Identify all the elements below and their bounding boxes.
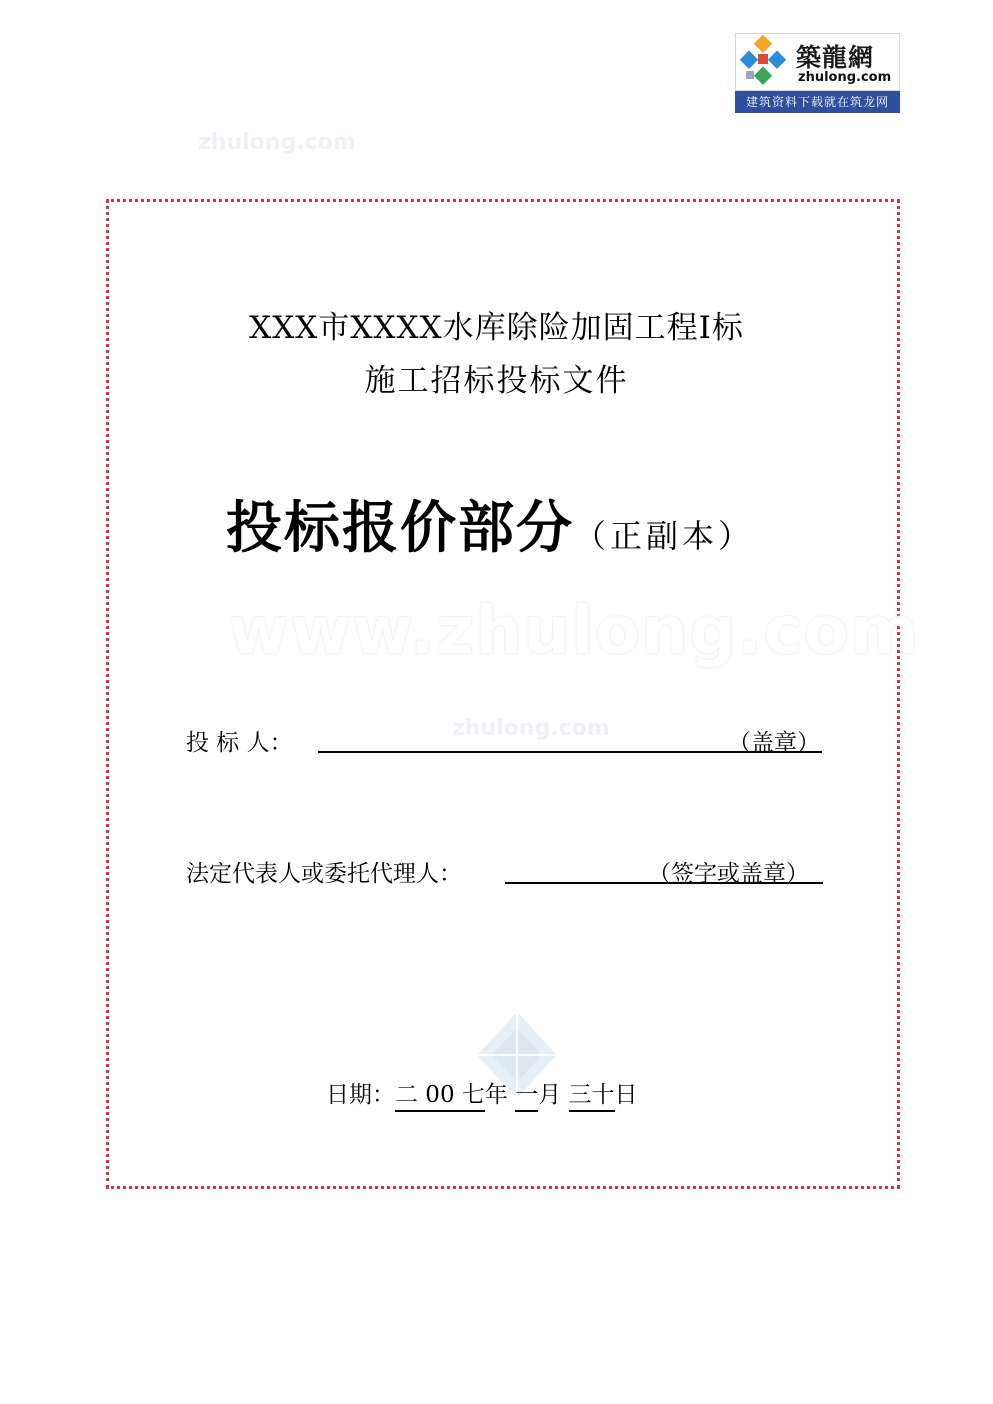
date-day-unit: 日 xyxy=(614,1082,638,1108)
bidder-label: 投 标 人： xyxy=(186,730,293,756)
date-label: 日期： xyxy=(326,1082,395,1108)
date-month: 一 xyxy=(515,1082,538,1112)
watermark-middle: www.zhulong.com xyxy=(228,592,920,669)
date-year: 二 00 七 xyxy=(395,1082,485,1112)
watermark-top: zhulong.com xyxy=(198,130,356,155)
date-year-unit: 年 xyxy=(484,1082,508,1108)
date-day: 三十 xyxy=(569,1082,615,1112)
date-month-unit: 月 xyxy=(538,1082,562,1108)
representative-label: 法定代表人或委托代理人： xyxy=(186,861,462,887)
logo-url: zhulong.com xyxy=(798,70,892,85)
section-heading-main: 投标报价部分 xyxy=(226,495,574,561)
section-heading xyxy=(226,484,754,564)
logo-name: 築龍網 xyxy=(796,43,875,72)
date-row xyxy=(326,1076,638,1109)
zhulong-logo-icon xyxy=(738,35,794,91)
document-title-line2: 施工招标投标文件 xyxy=(364,363,629,399)
section-heading-sub: （正副本） xyxy=(574,517,755,555)
watermark-field: zhulong.com xyxy=(452,716,610,741)
logo-tagline: 建筑资料下载就在筑龙网 xyxy=(735,91,900,113)
document-title-line1: XXX市XXXX水库除险加固工程Ⅰ标 xyxy=(249,310,744,346)
logo-header xyxy=(735,33,900,91)
zhulong-logo xyxy=(735,33,900,113)
representative-seal-note: （签字或盖章） xyxy=(648,861,809,887)
bidder-seal-note: （盖章） xyxy=(728,730,820,756)
